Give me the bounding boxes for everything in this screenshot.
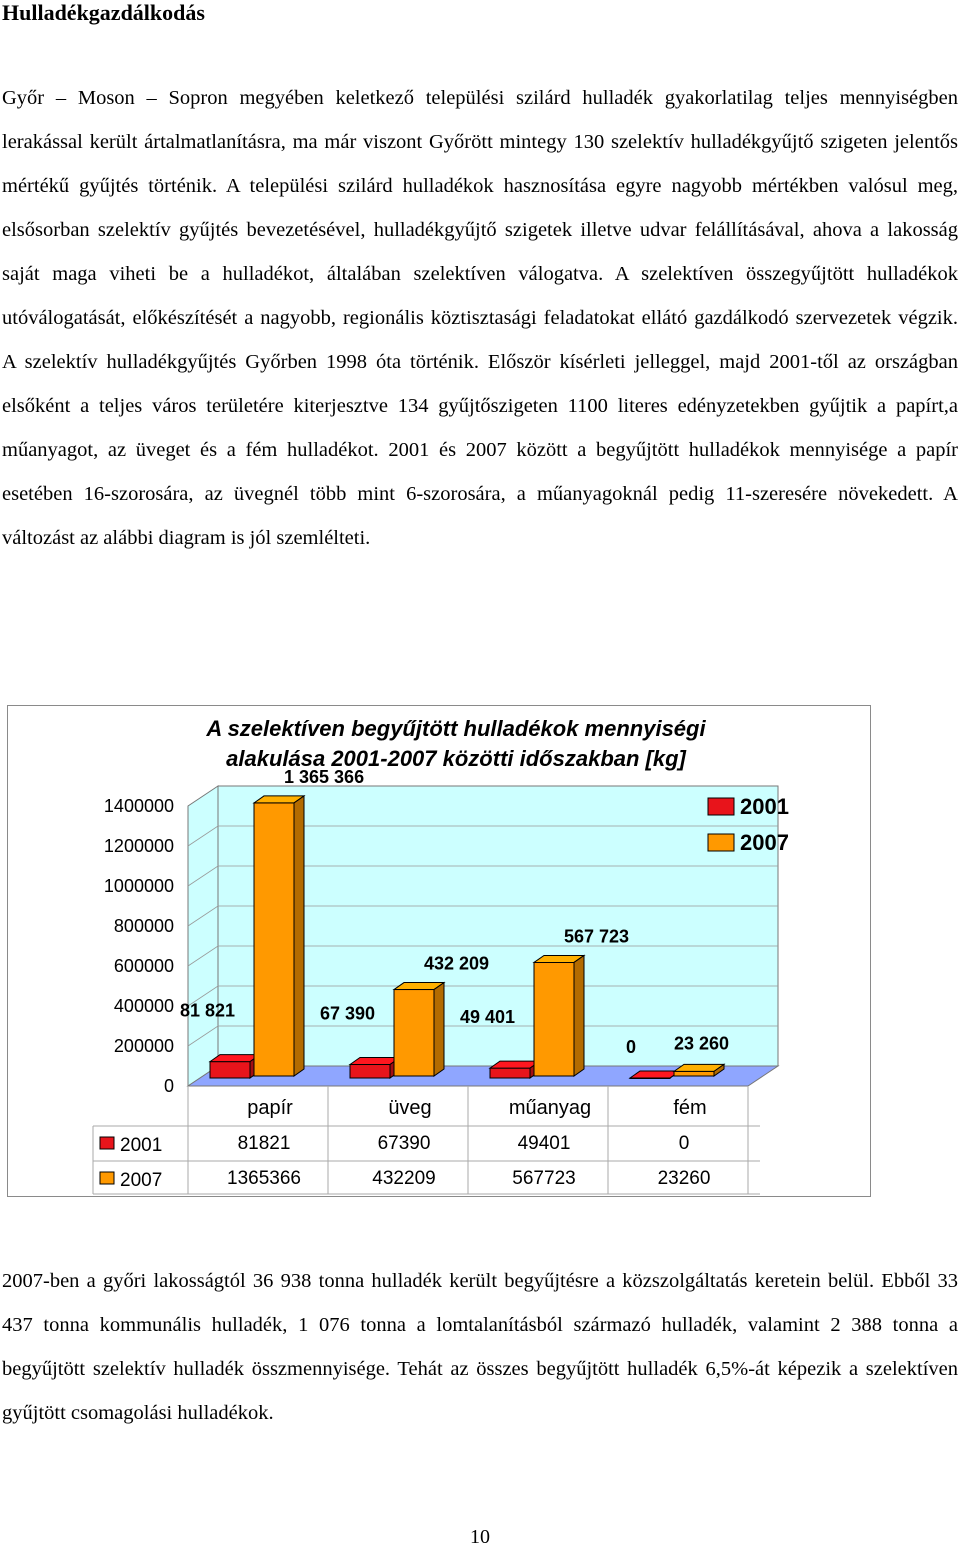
bar-2007-papír <box>254 796 304 1076</box>
x-axis-categories <box>247 1097 706 1119</box>
bar-2007-üveg <box>394 983 444 1076</box>
y-tick-label: 200000 <box>113 1036 174 1056</box>
table-cell: 567723 <box>512 1168 576 1189</box>
data-label: 23 260 <box>674 1033 730 1054</box>
y-tick-label: 800000 <box>113 916 174 936</box>
data-label: 0 <box>626 1037 637 1057</box>
x-category-label: üveg <box>388 1097 432 1119</box>
legend-swatch <box>708 834 734 851</box>
data-label: 432 209 <box>424 953 490 974</box>
y-tick-label: 1000000 <box>103 876 174 896</box>
chart-title-line2: alakulása 2001-2007 közötti időszakban [kg] <box>226 746 686 771</box>
table-cell: 432209 <box>372 1168 436 1189</box>
y-tick-label: 1400000 <box>103 796 174 816</box>
table-cell: 49401 <box>517 1133 571 1154</box>
table-swatch <box>100 1137 114 1149</box>
intro-paragraph: Győr – Moson – Sopron megyében keletkező települési szilárd hulladék gyakorlatilag teljes mennyiségben lerakással került ártalmatlanításra, ma már viszont Győrött mintegy 130 szelektív hulladékgyűjtő szigeten jelentős mértékű gyűjtés történik. A települési szilárd hulladékok hasznosítása egyre nagyobb mértékben valósul meg, elsősorban szelektív gyűjtés bevezetésével, hulladékgyűjtő szigetek illetve udvar felállításával, ahova a lakosság saját maga viheti be a hulladékot, általában szelektíven válogatva. A szelektíven összegyűjtött hulladékok utóválogatását, előkészítését a nagyobb, regionális köztisztasági feladatokat ellátó gazdálkodó szervezetek végzik. A szelektív hulladékgyűjtés Győrben 1998 óta történik. Először kísérleti jelleggel, majd 2001-től az országban elsőként a teljes város területére kiterjesztve 134 gyűjtőszigeten 1100 literes edényzetekben gyűjtik a papírt,a műanyagot, az üveget és a fém hulladékot. 2001 és 2007 között a begyűjtött hulladékok mennyisége a papír esetében 16-szorosára, az üvegnél több mint 6-szorosára, a műanyagoknál pedig 11-szeresére növekedett. A változást az alábbi diagram is jól szemlélteti. <box>2 87 958 549</box>
table-cell: 67390 <box>377 1133 431 1154</box>
legend-label: 2001 <box>740 794 789 819</box>
data-label: 81 821 <box>180 1000 236 1021</box>
data-label: 567 723 <box>564 926 630 947</box>
y-axis-ticks <box>104 796 174 1096</box>
x-category-label: papír <box>247 1097 293 1119</box>
data-label: 1 365 366 <box>284 766 365 787</box>
bar-2007-fém <box>674 1064 724 1076</box>
section-heading: Hulladékgazdálkodás <box>2 0 205 25</box>
x-category-label: műanyag <box>508 1097 592 1119</box>
table-cell: 23260 <box>657 1168 711 1189</box>
chart <box>8 706 870 1196</box>
table-cell: 0 <box>678 1133 690 1154</box>
y-tick-label: 0 <box>163 1076 174 1096</box>
legend-swatch <box>708 798 734 815</box>
summary-paragraph: 2007-ben a győri lakosságtól 36 938 tonna hulladék került begyűjtésre a közszolgáltatás keretein belül. Ebből 33 437 tonna kommunális hulladék, 1 076 tonna a lomtalanításból származó hulladék, valamint 2 388 tonna a begyűjtött szelektív hulladék összmennyisége. Tehát az összes begyűjtött hulladék 6,5%-át képezik a szelektíven gyűjtött csomagolási hulladékok. <box>2 1270 958 1424</box>
data-label: 49 401 <box>460 1007 516 1028</box>
bar-2001-papír <box>210 1055 260 1078</box>
bar-2007-műanyag <box>534 955 584 1076</box>
chart-frame <box>7 705 871 1197</box>
chart-side-wall <box>188 786 218 1086</box>
chart-title-line1: A szelektíven begyűjtött hulladékok mennyiségi <box>206 716 706 741</box>
bar-2001-műanyag <box>490 1061 540 1078</box>
bar-2001-üveg <box>350 1058 400 1078</box>
table-row-label: 2007 <box>120 1170 163 1191</box>
table-cell: 81821 <box>237 1133 291 1154</box>
page-number: 10 <box>470 1526 490 1548</box>
table-row-label: 2001 <box>120 1135 163 1156</box>
legend-label: 2007 <box>740 830 789 855</box>
y-tick-label: 600000 <box>113 956 174 976</box>
y-tick-label: 400000 <box>113 996 174 1016</box>
table-swatch <box>100 1172 114 1184</box>
data-label: 67 390 <box>320 1003 376 1024</box>
table-cell: 1365366 <box>227 1168 301 1189</box>
x-category-label: fém <box>673 1097 707 1119</box>
y-tick-label: 1200000 <box>103 836 174 856</box>
